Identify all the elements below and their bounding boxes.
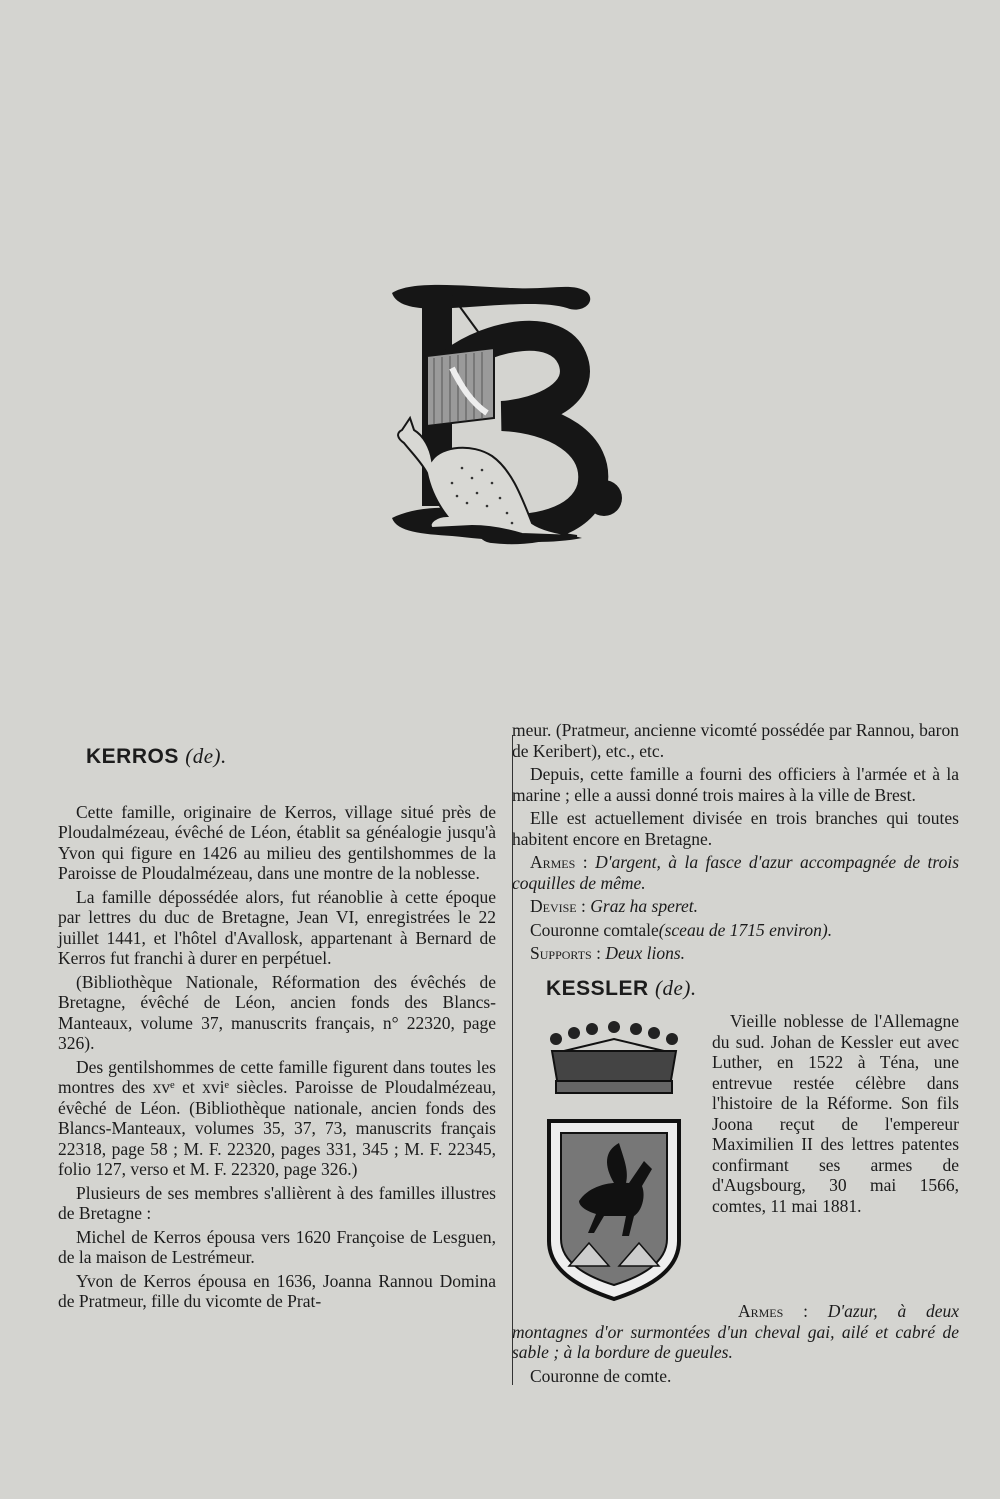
kessler-paragraph: Vieille noblesse de l'Allemagne du sud. Johan de Kessler eut avec Luther, en 1522 à Téna, une entrevue restée célèbre dans l'histoire de la Réforme. Son fils Joona reçut de l'empereur Maximilien II des lettres patentes confirmant ses armes de d'Augsbourg, 30 mai 1566, comtes, 11 mai 1881. (712, 1011, 959, 1216)
heading-particle: (de). (655, 975, 697, 1000)
supports-line (512, 943, 959, 964)
paragraph: Cette famille, originaire de Kerros, village situé près de Ploudalmézeau, évêché de Léon, établit sa généalogie jusqu'à Yvon qui figure en 1426 au milieu des gentilshommes de la Paroisse de Ploudalmézeau, dans une montre de la noblesse. (58, 801, 496, 883)
devise-label: Devise : (530, 896, 586, 916)
supports-text: Deux lions. (605, 943, 686, 963)
devise-text: Graz ha speret. (590, 896, 699, 916)
supports-label: Supports : (530, 943, 601, 963)
heading-name: KERROS (86, 745, 179, 768)
heading-particle: (de). (185, 744, 227, 768)
kessler-couronne: Couronne de comte. (530, 1365, 672, 1386)
couronne-italic: (sceau de 1715 environ). (658, 919, 833, 940)
paragraph: Plusieurs de ses membres s'allièrent à des familles illustres de Bretagne : (58, 1182, 496, 1223)
armes-text: D'argent, à la fasce d'azur accompagnée de trois coquilles de même. (512, 852, 959, 893)
paragraph: Yvon de Kerros épousa en 1636, Joanna Rannou Domina de Pratmeur, fille du vicomte de Prat- (58, 1270, 496, 1311)
couronne-line (512, 920, 959, 941)
ornamental-initial-kangaroo-icon (382, 278, 632, 548)
devise-line (512, 896, 959, 917)
right-column (512, 720, 959, 1389)
armes-label: Armes : (530, 852, 588, 872)
armes-text: D'azur, à deux montagnes d'or surmontées d'un cheval gai, ailé et cabré de sable ; à la bordure de gueules. (512, 1301, 959, 1362)
entry-heading-kessler (546, 975, 959, 1000)
armes-label: Armes : (738, 1301, 808, 1321)
paragraph: Michel de Kerros épousa vers 1620 Françoise de Lesguen, de la maison de Lestrémeur. (58, 1226, 496, 1267)
armes-line (512, 852, 959, 893)
entry-heading-kerros (86, 746, 496, 768)
left-column (58, 740, 496, 1315)
couronne-prefix: Couronne comtale (530, 919, 659, 940)
paragraph: Depuis, cette famille a fourni des officiers à l'armée et à la marine ; elle a aussi donné trois maires à la ville de Brest. (512, 764, 959, 805)
kessler-armes-line (512, 1301, 959, 1363)
paragraph-continuation: meur. (Pratmeur, ancienne vicomté possédée par Rannou, baron de Keribert), etc., etc. (512, 720, 959, 761)
paragraph: La famille dépossédée alors, fut réanoblie à cette époque par lettres du duc de Bretagne, Jean VI, enregistrées le 22 juillet 1441, et l'hôtel d'Avallosk, appartenant à Bernard de Kerros fut franchi à durer en perpétuel. (58, 886, 496, 968)
coat-of-arms-icon (534, 1011, 694, 1301)
heading-name: KESSLER (546, 976, 649, 1000)
paragraph: (Bibliothèque Nationale, Réformation des évêchés de Bretagne, évêché de Léon, ancien fonds des Blancs-Manteaux, volume 37, manuscrits français, n° 22320, page 326). (58, 971, 496, 1053)
paragraph: Elle est actuellement divisée en trois branches qui toutes habitent encore en Bretagne. (512, 808, 959, 849)
paragraph: Des gentilshommes de cette famille figurent dans toutes les montres des xvᵉ et xviᵉ siècles. Paroisse de Ploudalmézeau, évêché de Léon. (Bibliothèque nationale, ancien fonds des Blancs-Manteaux, volumes 35, 37, 73, manuscrits français 22318, page 58 ; M. F. 22320, pages 331, 345 ; M. F. 22345, folio 127, verso et M. F. 22320, page 326.) (58, 1056, 496, 1179)
kessler-entry (512, 1011, 959, 1386)
